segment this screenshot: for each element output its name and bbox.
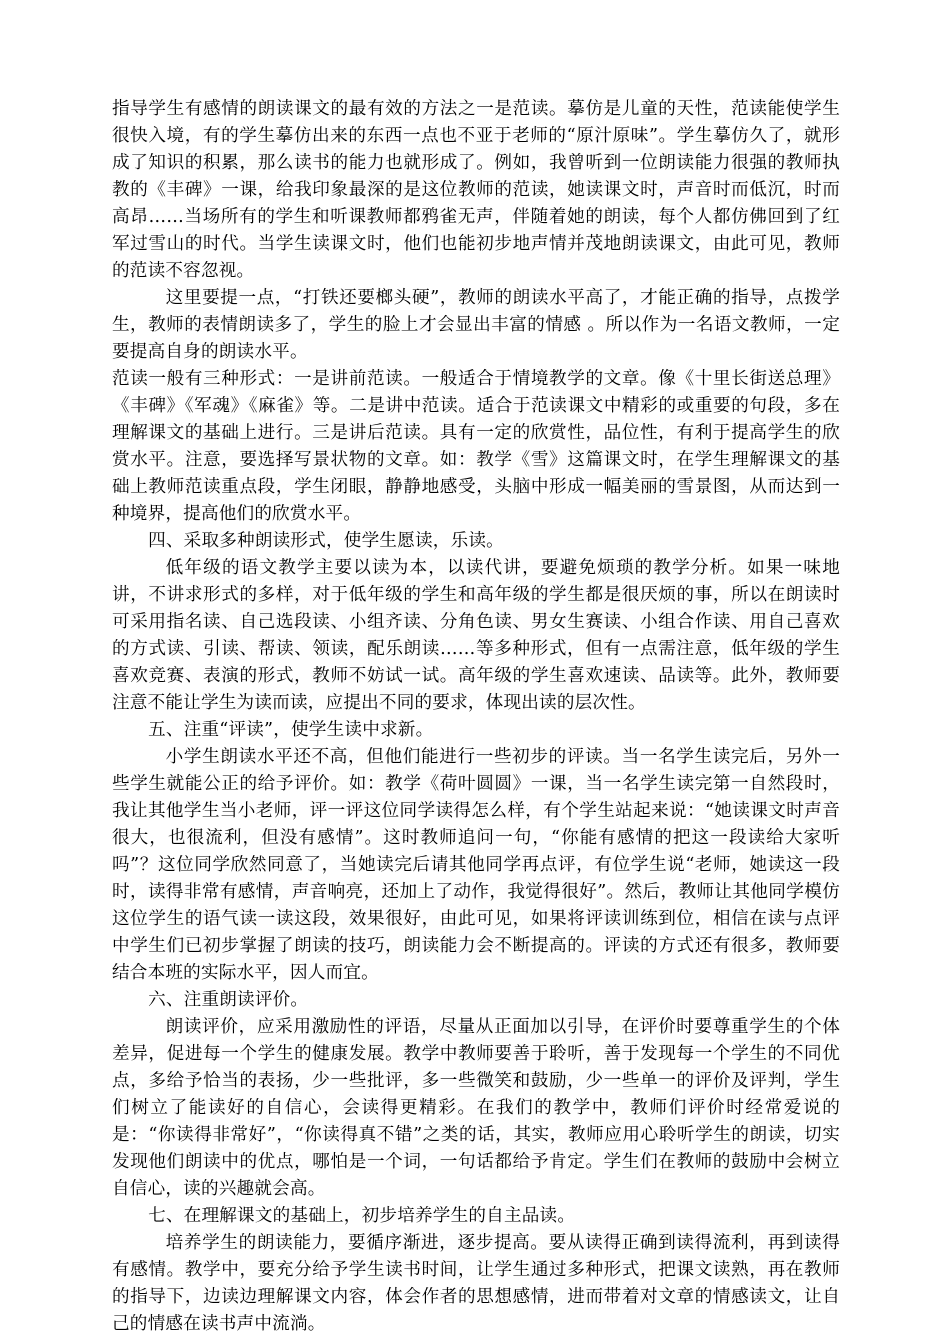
section-heading-4: 四、采取多种朗读形式，使学生愿读，乐读。: [148, 531, 504, 551]
paragraph-three-forms: 范读一般有三种形式：一是讲前范读。一般适合于情境教学的文章。像《十里长街送总理》《丰碑》《军魂》《麻雀》等。二是讲中范读。适合于范读课文中精彩的或重要的句段，多在理解课文的基础上进行。三是讲后范读。具有一定的欣赏性，品位性，有利于提高学生的欣赏水平。注意，要选择写景状物的文章。如：教学《雪》这篇课文时，在学生理解课文的基础上教师范读重点段，学生闭眼，静静地感受，头脑中形成一幅美丽的雪景图，从而达到一种境界，提高他们的欣赏水平。: [112, 369, 840, 524]
section-heading-7: 七、在理解课文的基础上，初步培养学生的自主品读。: [148, 1206, 576, 1226]
paragraph-evaluation: 朗读评价，应采用激励性的评语，尽量从正面加以引导，在评价时要尊重学生的个体差异，促进每一个学生的健康发展。教学中教师要善于聆听，善于发现每一个学生的不同优点，多给予恰当的表扬，少一些批评，多一些微笑和鼓励，少一些单一的评价及评判，学生们树立了能读好的自信心，会读得更精彩。在我们的教学中，教师们评价时经常爱说的是：“你读得非常好”，“你读得真不错”之类的话，其实，教师应用心聆听学生的朗读，切实发现他们朗读中的优点，哪怕是一个词，一句话都给予肯定。学生们在教师的鼓励中会树立自信心，读的兴趣就会高。: [112, 1017, 840, 1199]
paragraph-self-reading: 培养学生的朗读能力，要循序渐进，逐步提高。要从读得正确到读得流利，再到读得有感情。教学中，要充分给予学生读书时间，让学生通过多种形式，把课文读熟，再在教师的指导下，边读边理解课文内容，体会作者的思想感情，进而带着对文章的情感读文，让自己的情感在读书声中流淌。: [112, 1233, 840, 1334]
paragraph-peer-review: 小学生朗读水平还不高，但他们能进行一些初步的评读。当一名学生读完后，另外一些学生就能公正的给予评价。如：教学《荷叶圆圆》一课，当一名学生读完第一自然段时，我让其他学生当小老师，评一评这位同学读得怎么样，有个学生站起来说：“她读课文时声音很大，也很流利，但没有感情”。这时教师追问一句，“你能有感情的把这一段读给大家听吗”？这位同学欣然同意了，当她读完后请其他同学再点评，有位学生说“老师，她读这一段时，读得非常有感情，声音响亮，还加上了动作，我觉得很好”。然后，教师让其他同学模仿这位学生的语气读一读这段，效果很好，由此可见，如果将评读训练到位，相信在读与点评中学生们已初步掌握了朗读的技巧，朗读能力会不断提高的。评读的方式还有很多，教师要结合本班的实际水平，因人而宜。: [112, 747, 840, 983]
document-page: [112, 96, 840, 1338]
paragraph-model-reading: 指导学生有感情的朗读课文的最有效的方法之一是范读。摹仿是儿童的天性，范读能使学生很快入境，有的学生摹仿出来的东西一点也不亚于老师的“原汁原味”。学生摹仿久了，就形成了知识的积累，那么读书的能力也就形成了。例如，我曾听到一位朗读能力很强的教师执教的《丰碑》一课，给我印象最深的是这位教师的范读，她读课文时，声音时而低沉，时而高昂……当场所有的学生和听课教师都鸦雀无声，伴随着她的朗读，每个人都仿佛回到了红军过雪山的时代。当学生读课文时，他们也能初步地声情并茂地朗读课文，由此可见，教师的范读不容忽视。: [112, 99, 840, 281]
section-heading-5: 五、注重“评读”，使学生读中求新。: [148, 720, 434, 740]
paragraph-reading-forms: 低年级的语文教学主要以读为本，以读代讲，要避免烦琐的教学分析。如果一味地讲，不讲求形式的多样，对于低年级的学生和高年级的学生都是很厌烦的事，所以在朗读时可采用指名读、自己选段读、小组齐读、分角色读、男女生赛读、小组合作读、用自己喜欢的方式读、引读、帮读、领读，配乐朗读……等多种形式，但有一点需注意，低年级的学生喜欢竞赛、表演的形式，教师不妨试一试。高年级的学生喜欢速读、品读等。此外，教师要注意不能让学生为读而读，应提出不同的要求，体现出读的层次性。: [112, 558, 840, 713]
section-heading-6: 六、注重朗读评价。: [148, 990, 309, 1010]
paragraph-teacher-level: 这里要提一点，“打铁还要榔头硬”，教师的朗读水平高了，才能正确的指导，点拨学生，教师的表情朗读多了，学生的脸上才会显出丰富的情感 。所以作为一名语文教师，一定要提高自身的朗读水平。: [112, 288, 840, 362]
